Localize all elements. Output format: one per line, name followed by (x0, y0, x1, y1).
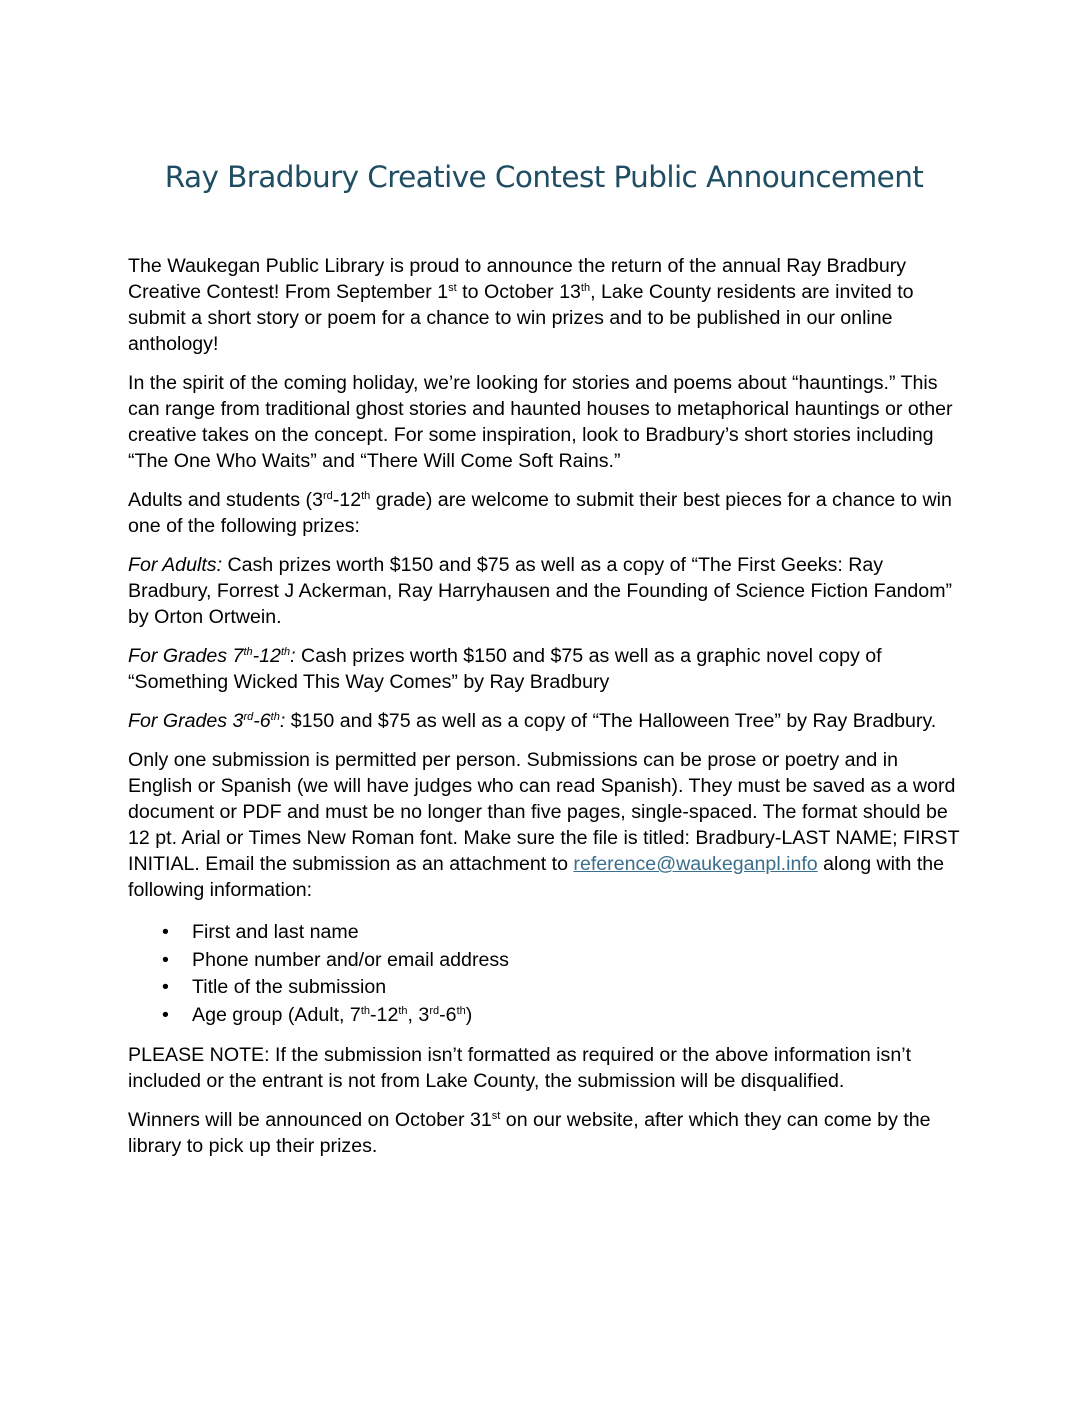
prize-text: Cash prizes worth $150 and $75 as well as a graphic novel copy of “Something Wicked This Way Comes” by Ray Bradbury (128, 645, 882, 693)
winners-paragraph (128, 1107, 960, 1159)
ordinal-suffix: th (270, 711, 280, 723)
bullet-icon: • (162, 1003, 169, 1026)
ordinal-suffix: th (580, 282, 591, 294)
prize-label: For Grades 3rd-6th: (128, 710, 286, 732)
bullet-icon: • (162, 976, 169, 998)
prize-grades-3-6 (128, 708, 960, 734)
bullet-icon: • (162, 921, 169, 943)
prize-text: Cash prizes worth $150 and $75 as well as a copy of “The First Geeks: Ray Bradbury, Forrest J Ackerman, Ray Harryhausen and the Founding of Science Fiction Fandom” by Orton Ortwein. (128, 554, 953, 628)
prize-text: $150 and $75 as well as a copy of “The Halloween Tree” by Ray Bradbury. (285, 710, 937, 732)
rules-text: Only one submission is permitted per person. Submissions can be prose or poetry and in English or Spanish (we will have judges who can read Spanish). They must be saved as a word document or PDF and must be no longer than five pages, single-spaced. The format should be 12 pt. Arial or Times New Roman font. Make sure the file is titled: Bradbury-LAST NAME; FIRST INITIAL. Email the submission as an attachment to (128, 749, 960, 875)
eligibility-text: Adults and students (3 (128, 489, 323, 511)
prize-grades-7-12 (128, 643, 960, 695)
winners-text: Winners will be announced on October 31 (128, 1109, 492, 1131)
list-item-text: Phone number and/or email address (192, 948, 509, 971)
eligibility-text: grade) are welcome to submit their best pieces for a chance to win one of the following prizes: (128, 489, 952, 537)
eligibility-text: -12 (332, 489, 362, 511)
note-paragraph: PLEASE NOTE: If the submission isn’t formatted as required or the above information isn’t included or the entrant is not from Lake County, the submission will be disqualified. (128, 1044, 912, 1092)
ordinal-suffix: st (448, 282, 457, 294)
ordinal-suffix: rd (243, 711, 254, 723)
prize-label: For Grades 7th-12th: (128, 645, 296, 667)
prize-adults (128, 552, 960, 630)
eligibility-paragraph (128, 487, 960, 539)
document-body (128, 253, 960, 1172)
rules-text: along with the following information: (128, 853, 945, 901)
ordinal-suffix: rd (429, 1004, 440, 1017)
theme-paragraph: In the spirit of the coming holiday, we’re looking for stories and poems about “hauntings.” This can range from traditional ghost stories and haunted houses to metaphorical hauntings or other creative takes on the concept. For some inspiration, look to Bradbury’s short stories including “The One Who Waits” and “There Will Come Soft Rains.” (128, 372, 953, 472)
winners-text: on our website, after which they can come by the library to pick up their prizes. (128, 1109, 931, 1157)
list-item-text: Age group (Adult, 7th-12th, 3rd-6th) (192, 1003, 473, 1026)
rules-paragraph (128, 747, 960, 903)
ordinal-suffix: th (280, 646, 291, 658)
list-item (128, 974, 960, 1002)
ordinal-suffix: th (398, 1004, 408, 1017)
ordinal-suffix: th (243, 646, 253, 658)
list-item-text: First and last name (192, 921, 359, 943)
ordinal-suffix: th (360, 1004, 371, 1017)
intro-text: The Waukegan Public Library is proud to announce the return of the annual Ray Bradbury Creative Contest! From September 1 (128, 255, 907, 303)
list-item-text: Title of the submission (192, 976, 387, 998)
ordinal-suffix: th (361, 490, 371, 502)
list-item (128, 919, 960, 947)
requirements-list (128, 916, 960, 1029)
email-link[interactable]: reference@waukeganpl.info (573, 853, 818, 875)
prize-label: For Adults: (128, 554, 223, 576)
document-title: Ray Bradbury Creative Contest Public Announcement (164, 160, 924, 194)
bullet-icon: • (162, 948, 169, 971)
ordinal-suffix: st (491, 1110, 501, 1122)
list-item (128, 947, 960, 975)
intro-text: to October 13 (456, 281, 581, 303)
intro-text: , Lake County residents are invited to submit a short story or poem for a chance to win prizes and to be published in our online anthology! (128, 281, 914, 355)
intro-paragraph (128, 253, 960, 357)
ordinal-suffix: th (456, 1004, 466, 1017)
list-item (128, 1002, 960, 1030)
ordinal-suffix: rd (322, 490, 333, 502)
